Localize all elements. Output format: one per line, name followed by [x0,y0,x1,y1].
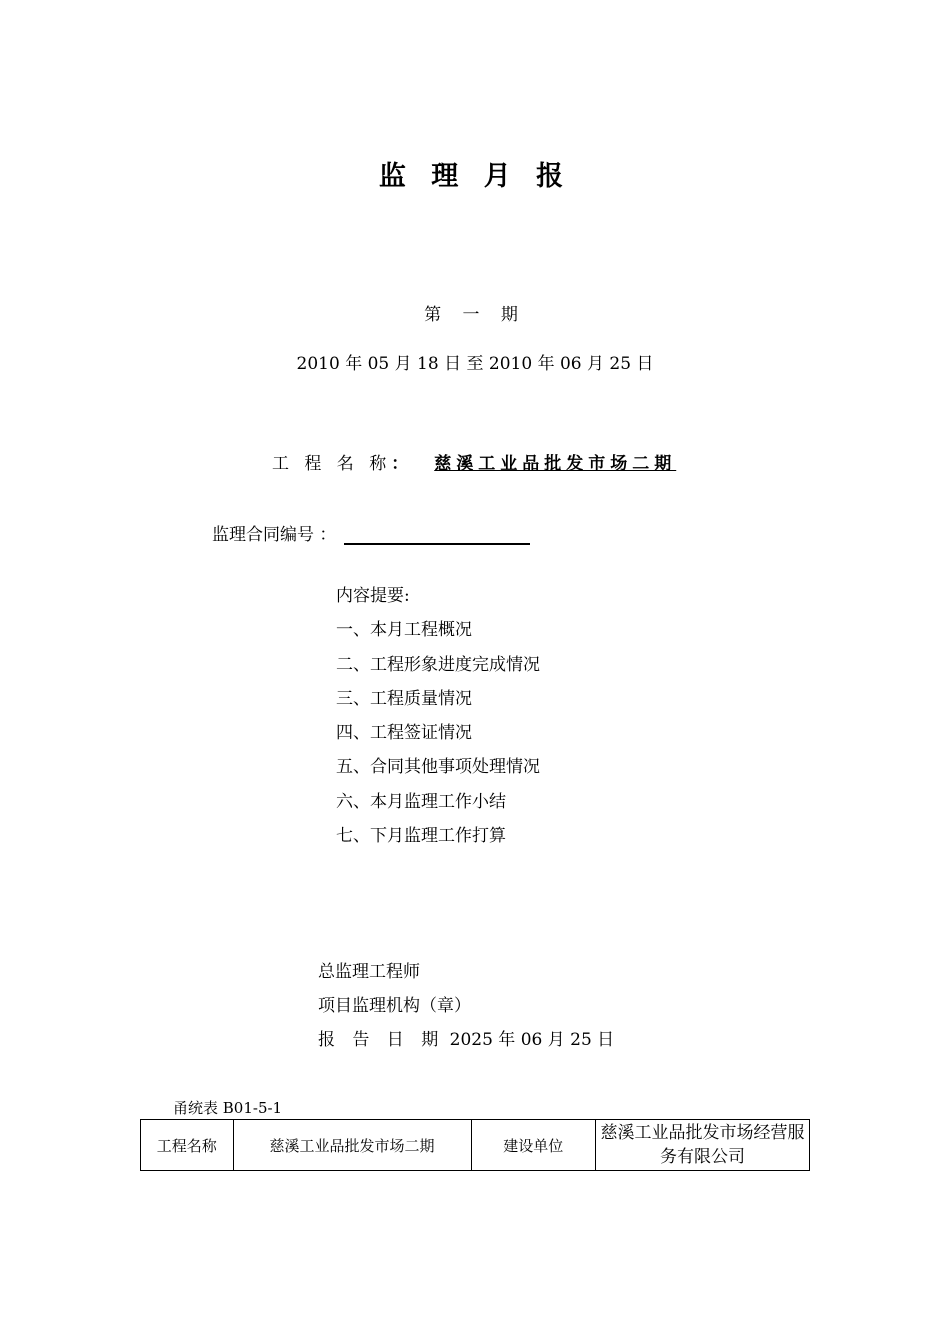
summary-item: 三、工程质量情况 [336,688,472,709]
report-date-line [318,1023,614,1057]
signature-block [318,955,614,1057]
table-cell-owner-value: 慈溪工业品批发市场经营服务有限公司 [595,1120,809,1171]
summary-item: 四、工程签证情况 [336,723,472,744]
summary-item: 七、下月监理工作打算 [336,826,506,847]
table-cell-project-name-label: 工程名称 [141,1120,234,1171]
project-name-colon: ： [391,454,409,474]
project-name-value: 慈溪工业品批发市场二期 [434,454,677,474]
report-date-label: 报 告 日 期 [318,1030,445,1050]
summary-item: 五、合同其他事项处理情况 [336,757,540,778]
project-name-label: 工 程 名 称 [272,454,392,474]
report-date-value: 2025 年 06 月 25 日 [449,1030,615,1050]
project-name-line [272,449,676,474]
summary-item: 二、工程形象进度完成情况 [336,654,540,675]
form-code: 甬统表 B01-5-1 [173,1099,283,1117]
summary-item: 一、本月工程概况 [336,620,472,641]
table-cell-owner-label: 建设单位 [471,1120,595,1171]
contract-number-blank [344,525,530,545]
table-cell-project-name-value: 慈溪工业品批发市场二期 [233,1120,471,1171]
contract-number-line [212,520,530,545]
content-summary [336,579,540,853]
summary-item: 六、本月监理工作小结 [336,791,506,812]
page-title: 监 理 月 报 [378,161,572,192]
issue-number: 第 一 期 [424,305,526,325]
table-row [141,1120,810,1171]
project-info-table [140,1119,810,1171]
contract-number-label: 监理合同编号 ： [212,525,337,545]
chief-engineer-label: 总监理工程师 [318,962,420,982]
summary-heading: 内容提要: [336,586,410,606]
organization-seal-label: 项目监理机构（章） [318,996,471,1016]
report-period: 2010 年 05 月 18 日 至 2010 年 06 月 25 日 [296,354,654,374]
